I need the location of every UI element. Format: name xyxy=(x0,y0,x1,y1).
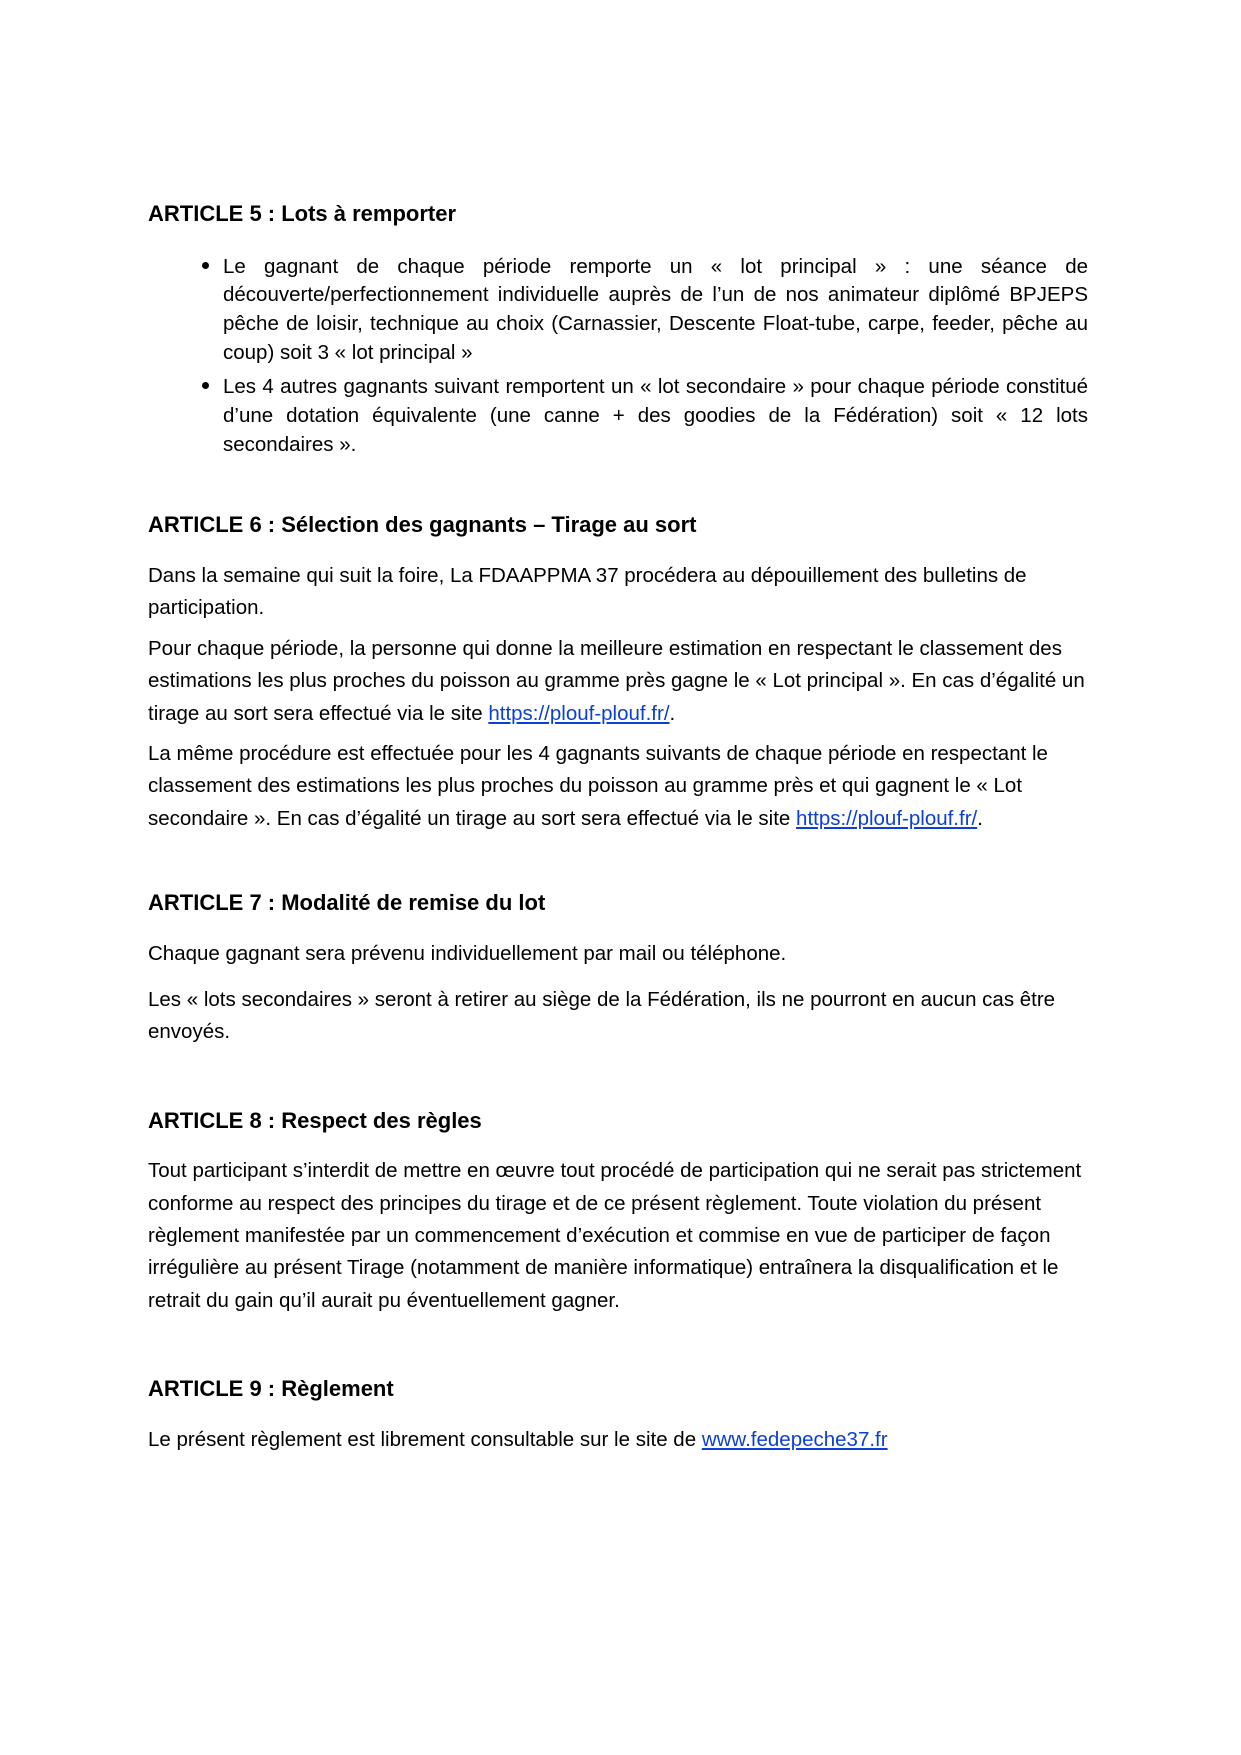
paragraph xyxy=(148,633,1088,730)
article-7-heading: ARTICLE 7 : Modalité de remise du lot xyxy=(148,890,546,915)
article-5 xyxy=(148,200,1088,459)
article-8 xyxy=(148,1107,1088,1317)
paragraph: Tout participant s’interdit de mettre en œuvre tout procédé de participation qui ne serait pas strictement conforme au respect des principes du tirage et de ce présent règlement. Toute violation du présent règlement manifestée par un commencement d’exécution et commise en vue de participer de façon irrégulière au présent Tirage (notamment de manière informatique) entraînera la disqualification et le retrait du gain qu’il aurait pu éventuellement gagner. xyxy=(148,1159,1082,1312)
plouf-plouf-link[interactable]: https://plouf-plouf.fr/ xyxy=(796,806,978,830)
paragraph-end: . xyxy=(669,701,676,725)
article-7 xyxy=(148,889,1088,1049)
list-item: • Le gagnant de chaque période remporte un « lot principal » : une séance de découverte/perfectionnement individuelle auprès de l’un de nos animateur diplômé BPJEPS pêche de loisir, technique au choix (Carnassier, Descente Float-tube, carpe, feeder, pêche au coup) soit 3 « lot principal » xyxy=(223,249,1088,368)
paragraph-text: Le présent règlement est librement consultable sur le site de xyxy=(148,1427,702,1451)
document-page xyxy=(148,200,1088,1464)
paragraph: Chaque gagnant sera prévenu individuellement par mail ou téléphone. xyxy=(148,941,787,965)
paragraph: Dans la semaine qui suit la foire, La FDAAPPMA 37 procédera au dépouillement des bulletins de participation. xyxy=(148,564,1027,620)
list-item: • Les 4 autres gagnants suivant remportent un « lot secondaire » pour chaque période constitué d’une dotation équivalente (une canne + des goodies de la Fédération) soit « 12 lots secondaires ». xyxy=(223,369,1088,459)
plouf-plouf-link[interactable]: https://plouf-plouf.fr/ xyxy=(488,701,670,725)
fedepeche37-link[interactable]: www.fedepeche37.fr xyxy=(701,1427,888,1451)
paragraph-text: La même procédure est effectuée pour les 4 gagnants suivants de chaque période en respectant le classement des estimations les plus proches du poisson au gramme près et qui gagnent le « Lot secondaire ». En cas d’égalité un tirage au sort sera effectué via le site xyxy=(148,741,1048,830)
paragraph-end: . xyxy=(977,806,983,830)
paragraph xyxy=(148,1424,1088,1456)
article-5-heading: ARTICLE 5 : Lots à remporter xyxy=(148,201,457,226)
article-9 xyxy=(148,1375,1088,1456)
prize-list xyxy=(148,249,1088,460)
paragraph-text: Pour chaque période, la personne qui donne la meilleure estimation en respectant le classement des estimations les plus proches du poisson au gramme près gagne le « Lot principal ». En cas d’égalité un tirage au sort sera effectué via le site xyxy=(148,636,1085,725)
paragraph: Les « lots secondaires » seront à retirer au siège de la Fédération, ils ne pourront en aucun cas être envoyés. xyxy=(148,987,1056,1044)
article-6-heading: ARTICLE 6 : Sélection des gagnants – Tirage au sort xyxy=(148,512,697,538)
article-9-heading: ARTICLE 9 : Règlement xyxy=(148,1376,394,1402)
article-6 xyxy=(148,511,1088,835)
article-8-heading: ARTICLE 8 : Respect des règles xyxy=(148,1107,482,1133)
paragraph xyxy=(148,738,1088,835)
